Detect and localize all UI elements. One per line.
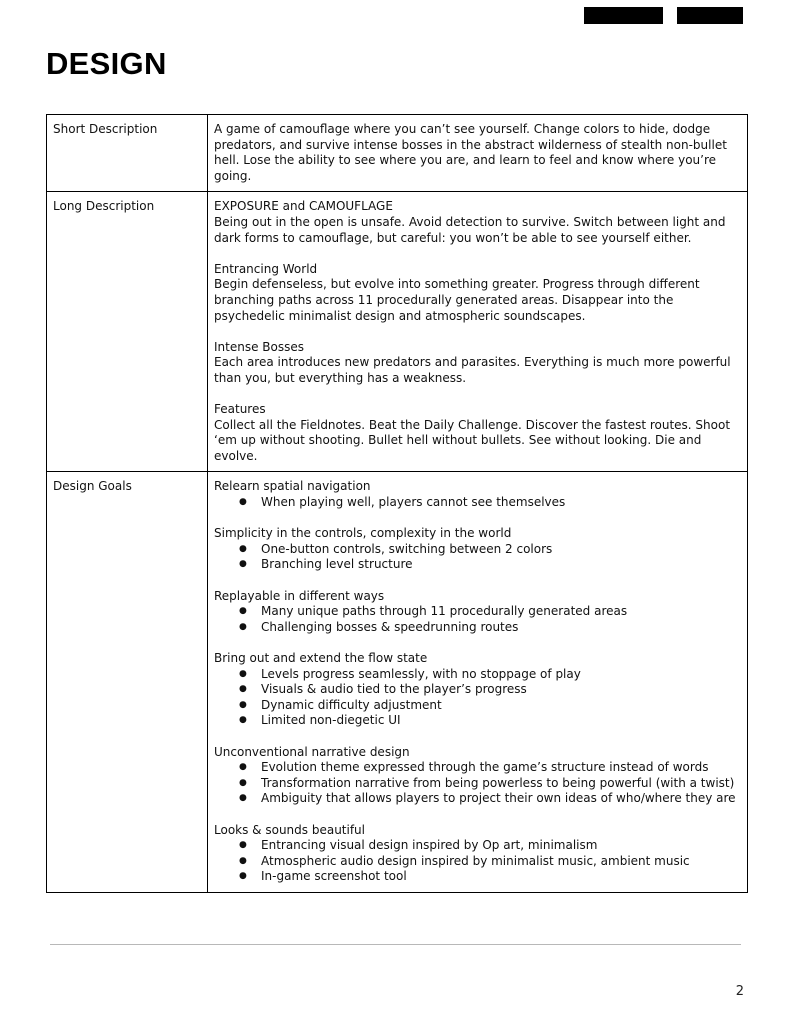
section-heading: EXPOSURE and CAMOUFLAGE — [214, 199, 393, 214]
bullet-list — [214, 495, 741, 511]
list-item: ● Branching level structure — [214, 557, 741, 573]
text-line: Simplicity in the controls, complexity in the world — [214, 526, 512, 541]
content-paragraph — [214, 745, 741, 807]
bullet-list — [214, 604, 741, 635]
content-paragraph — [214, 823, 741, 885]
list-item: ● Limited non-diegetic UI — [214, 713, 741, 729]
row-content — [208, 115, 748, 192]
list-item: ● Many unique paths through 11 procedurally generated areas — [214, 604, 741, 620]
text-line: Being out in the open is unsafe. Avoid detection to survive. Switch between light and dark forms to camouflage, but careful: you won’t be able to see yourself either. — [214, 214, 726, 245]
text-line: Unconventional narrative design — [214, 744, 410, 759]
section-heading: Entrancing World — [214, 261, 318, 276]
list-item: ● Visuals & audio tied to the player’s progress — [214, 682, 741, 698]
list-item: ● Challenging bosses & speedrunning routes — [214, 620, 741, 636]
list-item: ● Atmospheric audio design inspired by minimalist music, ambient music — [214, 854, 741, 870]
list-item: ● One-button controls, switching between 2 colors — [214, 542, 741, 558]
text-line: Bring out and extend the flow state — [214, 651, 428, 665]
row-label: Short Description — [47, 115, 208, 192]
list-item: ● Entrancing visual design inspired by Op art, minimalism — [214, 838, 741, 854]
list-item: ● Dynamic difficulty adjustment — [214, 698, 741, 714]
text-line: Each area introduces new predators and parasites. Everything is much more powerful than you, but everything has a weakness. — [214, 355, 731, 385]
content-paragraph — [214, 651, 741, 729]
redaction-block — [584, 7, 663, 24]
row-content — [208, 472, 748, 892]
list-item: ● Ambiguity that allows players to project their own ideas of who/where they are — [214, 791, 741, 807]
content-paragraph — [214, 402, 741, 464]
table-row — [47, 192, 748, 472]
content-paragraph — [214, 122, 741, 184]
text-line: Begin defenseless, but evolve into something greater. Progress through different branching paths across 11 procedurally generated areas. Disappear into the psychedelic minimalist design and atmospheric soundscapes. — [214, 277, 700, 323]
list-item: ● Levels progress seamlessly, with no stoppage of play — [214, 667, 741, 683]
page-number: 2 — [735, 984, 744, 999]
content-paragraph — [214, 479, 741, 510]
table-row — [47, 472, 748, 892]
page-title: DESIGN — [46, 46, 167, 81]
content-paragraph — [214, 340, 741, 387]
content-paragraph — [214, 262, 741, 324]
list-item: ● When playing well, players cannot see themselves — [214, 495, 741, 511]
text-line: Relearn spatial navigation — [214, 479, 371, 494]
list-item: ● Evolution theme expressed through the game’s structure instead of words — [214, 760, 741, 776]
row-label: Design Goals — [47, 472, 208, 892]
section-heading: Features — [214, 402, 266, 417]
row-content — [208, 192, 748, 472]
bullet-list — [214, 667, 741, 729]
footer-divider — [50, 944, 741, 945]
text-line: Replayable in different ways — [214, 588, 385, 603]
content-paragraph — [214, 589, 741, 636]
row-label: Long Description — [47, 192, 208, 472]
bullet-list — [214, 838, 741, 885]
content-paragraph — [214, 199, 741, 246]
bullet-list — [214, 760, 741, 807]
text-line: Looks & sounds beautiful — [214, 822, 365, 837]
redaction-block — [677, 7, 743, 24]
bullet-list — [214, 542, 741, 573]
table-row — [47, 115, 748, 192]
list-item: ● In-game screenshot tool — [214, 869, 741, 885]
text-line: A game of camouflage where you can’t see yourself. Change colors to hide, dodge predators, and survive intense bosses in the abstract wilderness of stealth non-bullet hell. Lose the ability to see where you are, and learn to feel and know where you’re going. — [214, 122, 727, 183]
content-paragraph — [214, 526, 741, 573]
list-item: ● Transformation narrative from being powerless to being powerful (with a twist) — [214, 776, 741, 792]
section-heading: Intense Bosses — [214, 339, 304, 354]
design-table — [46, 114, 748, 893]
text-line: Collect all the Fieldnotes. Beat the Daily Challenge. Discover the fastest routes. Shoot ‘em up without shooting. Bullet hell without bullets. See without looking. Die and evolve. — [214, 417, 731, 463]
